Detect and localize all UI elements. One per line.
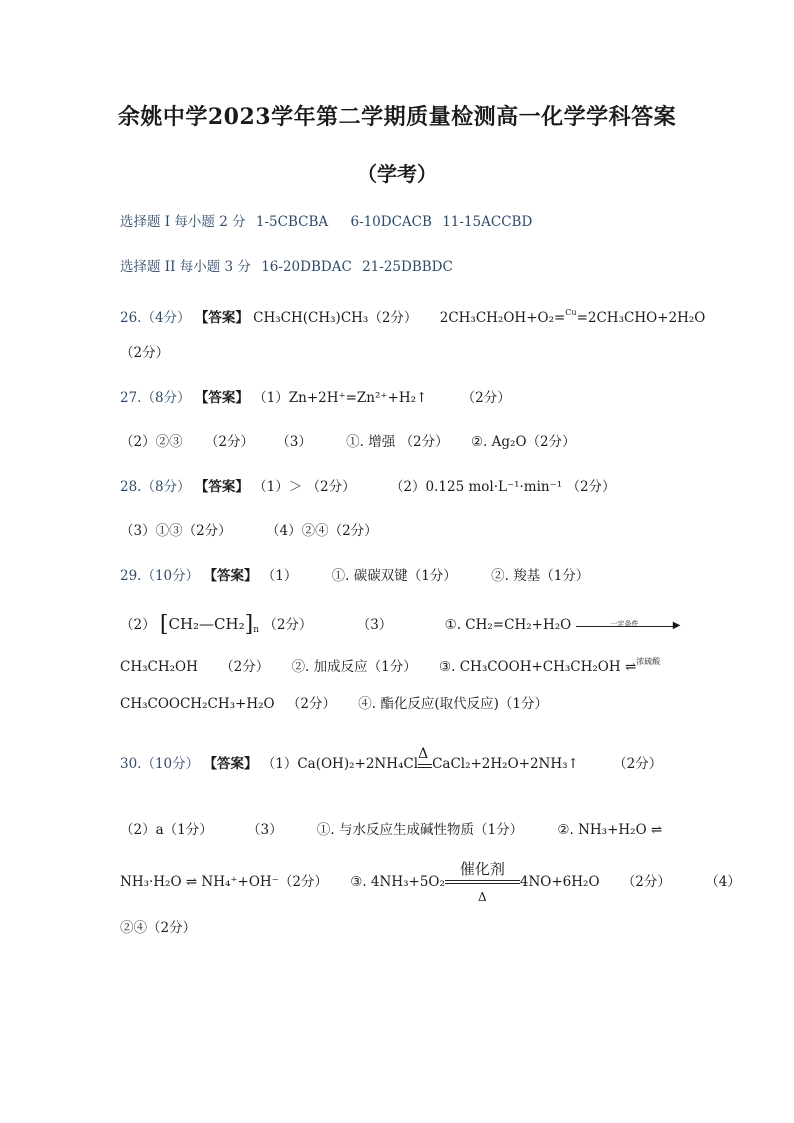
q30-score7: （2分） xyxy=(621,874,671,890)
q27-score4: （2分） xyxy=(399,434,449,450)
q27-answer-tag: 【答案】 xyxy=(194,390,249,406)
arrow-shaft xyxy=(576,626,676,627)
q30-catalyst-heat: Δ xyxy=(478,889,487,904)
q28-head: 28.（8分） xyxy=(120,479,191,495)
mc1-answers-a: 1-5CBCBA xyxy=(255,214,329,230)
q30-part8: （4） xyxy=(705,874,741,890)
q28-part3: （3）①③（2分） xyxy=(120,523,232,539)
arrow-head-icon: ▶ xyxy=(672,619,681,631)
q26-line-1 xyxy=(120,308,705,330)
q29-condition6: 一定条件 xyxy=(610,619,639,628)
q29-score7: （2分） xyxy=(220,659,270,675)
q29-line-1 xyxy=(120,566,589,586)
q28-score2: （2分） xyxy=(566,479,616,495)
q29-part3: ②. 羧基（1分） xyxy=(491,568,590,584)
heat-equals-sign xyxy=(418,745,432,774)
q30-part6: NH₃·H₂O ⇌ NH₄⁺+OH⁻（2分） xyxy=(120,874,328,890)
q30-part2: （2）a（1分） xyxy=(120,822,213,838)
q30-part9: ②④（2分） xyxy=(120,920,197,936)
q26-part3: =2CH₃CHO+2H₂O xyxy=(576,310,706,326)
mc1-label: 选择题 I 每小题 2 分 xyxy=(120,214,246,230)
q29-answer-tag: 【答案】 xyxy=(203,568,258,584)
q30-part7a: ③. 4NH₃+5O₂ xyxy=(350,874,445,890)
q27-part4: ①. 增强 xyxy=(346,434,396,450)
q28-part4: （4）②④（2分） xyxy=(265,523,378,539)
q29-part4: （2） xyxy=(120,617,156,633)
q26-line-2 xyxy=(120,343,169,363)
q27-line-2 xyxy=(120,432,576,452)
catalyst-equals-sign xyxy=(445,859,520,904)
q28-line-1 xyxy=(120,477,616,497)
q30-part5: ②. NH₃+H₂O ⇌ xyxy=(557,822,663,838)
q26-answer-tag: 【答案】 xyxy=(194,310,249,326)
q29-part2: ①. 碳碳双键（1分） xyxy=(331,568,457,584)
q29-part1: （1） xyxy=(261,568,298,584)
reaction-arrow xyxy=(576,620,681,632)
q27-score1: （2分） xyxy=(461,390,511,406)
q29-polymer-n: n xyxy=(253,625,260,635)
mc2-answers-b: 21-25DBBDC xyxy=(362,259,453,275)
mc2-answers-a: 16-20DBDAC xyxy=(261,259,352,275)
q26-score: （2分） xyxy=(120,345,170,361)
q29-head: 29.（10分） xyxy=(120,568,200,584)
q30-part1a: （1）Ca(OH)₂+2NH₄Cl xyxy=(261,756,419,772)
q26-condition: Cu xyxy=(565,308,577,317)
q28-part1: （1）＞ xyxy=(253,479,303,495)
q27-line-1 xyxy=(120,388,511,408)
q30-line-2 xyxy=(120,820,662,840)
q27-score2: （2分） xyxy=(204,434,254,450)
q27-part1: （1）Zn+2H⁺=Zn²⁺+H₂↑ xyxy=(253,390,428,406)
mc2-label: 选择题 II 每小题 3 分 xyxy=(120,259,251,275)
page-title: 余姚中学2023学年第二学期质量检测高一化学学科答案 xyxy=(117,104,677,130)
q28-part2: （2）0.125 mol·L⁻¹·min⁻¹ xyxy=(389,479,563,495)
q30-catalyst: 催化剂 xyxy=(459,859,505,878)
q28-score1: （2分） xyxy=(306,479,356,495)
q29-condition9: 浓硫酸 xyxy=(636,657,661,666)
mc-section-1 xyxy=(120,212,532,232)
q30-answer-tag: 【答案】 xyxy=(203,756,258,772)
q26-head: 26.（4分） xyxy=(120,310,191,326)
polymer-bracket-left: [ xyxy=(159,612,169,637)
q27-part2: （2）②③ xyxy=(120,434,183,450)
q30-delta: Δ xyxy=(418,745,429,762)
q29-score4: （2分） xyxy=(263,617,313,633)
q29-part7: CH₃CH₂OH xyxy=(120,659,198,675)
q29-polymer: CH₂—CH₂ xyxy=(168,615,245,633)
q27-part3: （3） xyxy=(276,434,312,450)
q30-part7b: 4NO+6H₂O xyxy=(519,874,600,890)
q29-part5: （3） xyxy=(356,617,393,633)
q30-line-1 xyxy=(120,745,663,774)
q29-line-2 xyxy=(120,614,681,640)
q29-part10: CH₃COOCH₂CH₃+H₂O xyxy=(120,696,275,712)
q28-line-2 xyxy=(120,521,378,541)
q30-line-4 xyxy=(120,918,196,938)
q30-score1: （2分） xyxy=(613,756,663,772)
q29-line-4 xyxy=(120,694,548,714)
q29-part8: ②. 加成反应（1分） xyxy=(291,659,417,675)
q29-part6: ①. CH₂=CH₂+H₂O xyxy=(444,617,572,633)
mc-section-2 xyxy=(120,257,453,277)
q26-part1: CH₃CH(CH₃)CH₃（2分） xyxy=(253,310,418,326)
mc1-answers-b: 6-10DCACB xyxy=(350,214,432,230)
q29-part11: ④. 酯化反应(取代反应)（1分） xyxy=(358,696,548,712)
q30-line-3 xyxy=(120,859,741,904)
q30-part4: ①. 与水反应生成碱性物质（1分） xyxy=(316,822,524,838)
q26-part2: 2CH₃CH₂OH+O₂= xyxy=(439,310,566,326)
q29-score10: （2分） xyxy=(286,696,336,712)
equilibrium-arrow-icon: ⇌ xyxy=(624,659,637,675)
mc1-answers-c: 11-15ACCBD xyxy=(442,214,533,230)
q29-part9: ③. CH₃COOH+CH₃CH₂OH xyxy=(439,659,621,675)
q30-part3: （3） xyxy=(247,822,283,838)
q27-part5: ②. Ag₂O（2分） xyxy=(470,434,576,450)
q30-part1b: CaCl₂+2H₂O+2NH₃↑ xyxy=(432,756,579,772)
q29-line-3 xyxy=(120,657,660,679)
q28-answer-tag: 【答案】 xyxy=(194,479,249,495)
q30-head: 30.（10分） xyxy=(120,756,200,772)
q27-head: 27.（8分） xyxy=(120,390,191,406)
page-subtitle: （学考） xyxy=(357,162,437,186)
polymer-bracket-right: ] xyxy=(244,612,254,637)
